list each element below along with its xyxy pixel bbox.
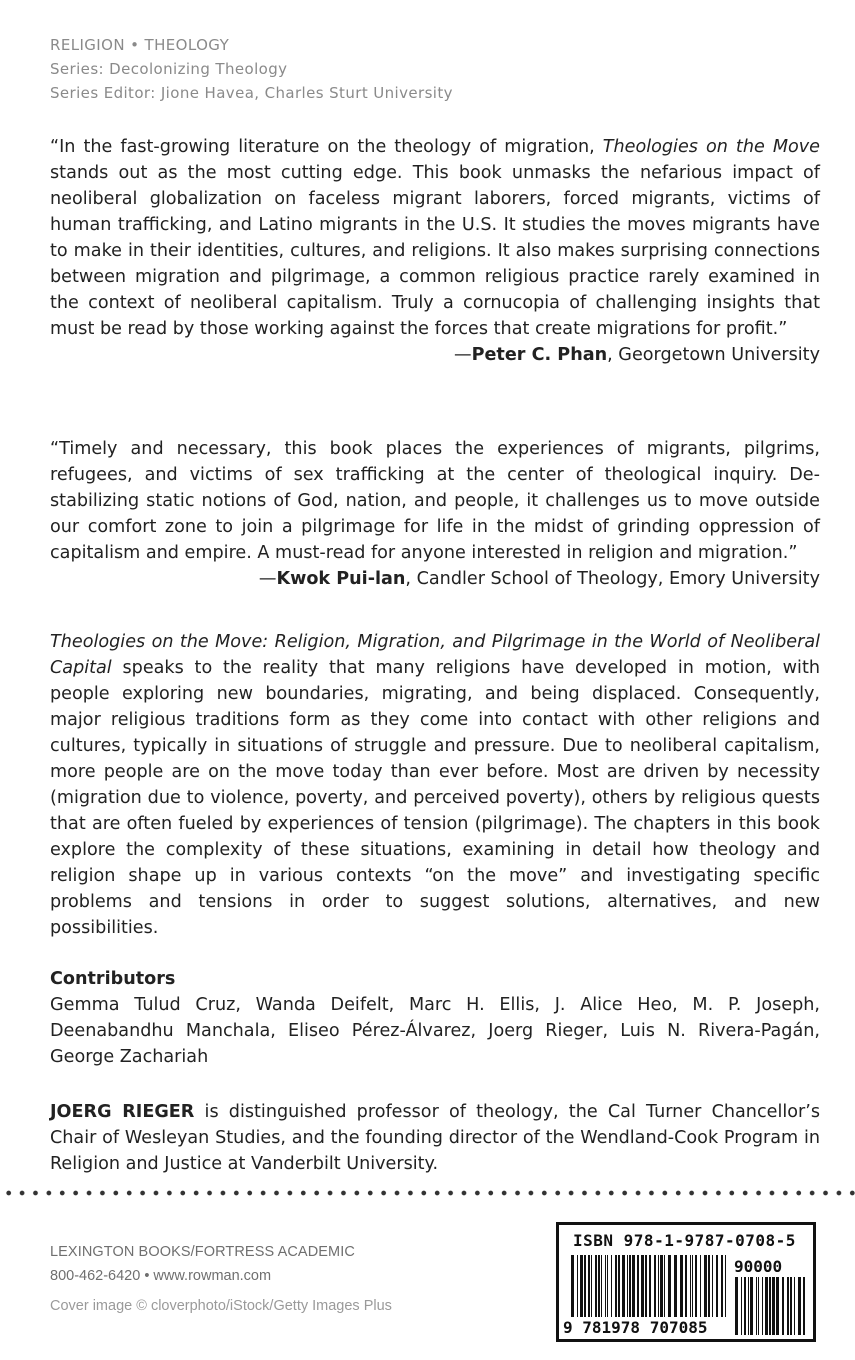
barcode-bar <box>758 1277 759 1335</box>
description-book-title: Theologies on the Move: Religion, Migration, and Pilgrimage in the World of Neoliberal Capital <box>50 632 820 678</box>
quote1-attribution: —Peter C. Phan, Georgetown University <box>454 345 820 365</box>
quote2-affiliation: , Candler School of Theology, Emory University <box>405 569 820 589</box>
contributors-list: Gemma Tulud Cruz, Wanda Deifelt, Marc H. Ellis, J. Alice Heo, M. P. Joseph, Deenabandhu Manchala, Eliseo Pérez-Álvarez, Joerg Rieger, Luis N. Rivera-Pagán, George Zachariah <box>50 995 820 1067</box>
author-bio-text: is distinguished professor of theology, the Cal Turner Chancellor’s Chair of Wesleyan Studies, and the founding director of the Wendland-Cook Program in Religion and Justice at Vanderbilt University. <box>50 1102 820 1174</box>
endorsement-quote-2 <box>50 436 820 592</box>
quote1-affiliation: , Georgetown University <box>607 345 820 365</box>
barcode-bar <box>741 1277 742 1335</box>
barcode-bar <box>571 1255 574 1317</box>
barcode-bar <box>584 1255 586 1317</box>
barcode-bar <box>765 1277 768 1335</box>
barcode-bar <box>622 1255 625 1317</box>
barcode-bar <box>721 1255 723 1317</box>
barcode-bar <box>787 1277 789 1335</box>
description-text: speaks to the reality that many religions have developed in motion, with people exploring new boundaries, migrating, and being displaced. Consequently, major religious traditions form as they come into contact with other religions and cultures, typically in situations of struggle and pressure. Due to neoliberal capitalism, more people are on the move today than ever before. Most are driven by necessity (migration due to violence, poverty, and perceived poverty), others by religious quests that are often fueled by experiences of tension (pilgrimage). The chapters in this book explore the complexity of these situations, examining in detail how theology and religion shape up in various contexts “on the move” and investigating specific problems and tensions in order to suggest solutions, alternatives, and new possibilities. <box>50 658 820 938</box>
isbn-number: ISBN 978-1-9787-0708-5 <box>573 1231 796 1250</box>
publisher-info <box>50 1240 392 1318</box>
barcode-bar <box>649 1255 651 1317</box>
barcode-bar <box>690 1255 691 1317</box>
barcode-bar <box>680 1255 683 1317</box>
series-label: Series: Decolonizing Theology <box>50 60 288 78</box>
addon-barcode-bars <box>735 1277 805 1335</box>
quote2-author: Kwok Pui-lan <box>276 569 406 589</box>
barcode-bar <box>588 1255 590 1317</box>
publisher-name: LEXINGTON BOOKS/FORTRESS ACADEMIC <box>50 1244 355 1260</box>
barcode-bar <box>704 1255 707 1317</box>
quote2-attribution: —Kwok Pui-lan, Candler School of Theology, Emory University <box>258 569 820 589</box>
barcode-bar <box>748 1277 749 1335</box>
barcode-bar <box>794 1277 795 1335</box>
barcode-bar <box>674 1255 677 1317</box>
barcode-bar <box>750 1277 753 1335</box>
barcode-bar <box>637 1255 639 1317</box>
barcode-bar <box>762 1277 763 1335</box>
barcode-bar <box>803 1277 805 1335</box>
barcode-bar <box>712 1255 713 1317</box>
barcode-ean-number: 9 781978 707085 <box>563 1318 708 1337</box>
barcode-bar <box>605 1255 606 1317</box>
barcode-bar <box>591 1255 592 1317</box>
barcode-bar <box>685 1255 687 1317</box>
barcode-bar <box>654 1255 656 1317</box>
barcode-bar <box>772 1277 775 1335</box>
barcode-bar <box>577 1255 578 1317</box>
barcode-bar <box>700 1255 701 1317</box>
barcode-bar <box>601 1255 602 1317</box>
barcode-bar <box>580 1255 583 1317</box>
author-bio <box>50 1099 820 1177</box>
barcode-bar <box>708 1255 710 1317</box>
barcode-bar <box>632 1255 635 1317</box>
series-editor-label: Series Editor: Jione Havea, Charles Sturt University <box>50 84 453 102</box>
barcode-bar <box>692 1255 693 1317</box>
barcode-bar <box>629 1255 631 1317</box>
barcode-bar <box>607 1255 608 1317</box>
barcode-bar <box>627 1255 628 1317</box>
category-label: RELIGION • THEOLOGY <box>50 36 230 54</box>
barcode-bar <box>615 1255 617 1317</box>
barcode-bar <box>668 1255 671 1317</box>
barcode-bar <box>769 1277 771 1335</box>
barcode-bar <box>598 1255 600 1317</box>
barcode-bar <box>645 1255 647 1317</box>
isbn-barcode <box>556 1222 816 1342</box>
ean-barcode-bars <box>571 1255 726 1317</box>
barcode-bar <box>618 1255 620 1317</box>
contributors-heading: Contributors <box>50 969 176 989</box>
publisher-contact: 800-462-6420 • www.rowman.com <box>50 1268 272 1284</box>
barcode-bar <box>725 1255 726 1317</box>
barcode-bar <box>641 1255 644 1317</box>
barcode-bar <box>756 1277 757 1335</box>
cover-credit: Cover image © cloverphoto/iStock/Getty Images Plus <box>50 1298 392 1314</box>
barcode-bar <box>611 1255 612 1317</box>
barcode-bar <box>716 1255 718 1317</box>
barcode-bar <box>695 1255 697 1317</box>
endorsement-quote-1 <box>50 134 820 368</box>
barcode-bar <box>798 1277 801 1335</box>
barcode-bar <box>776 1277 779 1335</box>
category-header <box>50 33 453 105</box>
book-description <box>50 629 820 941</box>
quote1-author: Peter C. Phan <box>471 345 608 365</box>
barcode-bar <box>782 1277 784 1335</box>
barcode-addon-number: 90000 <box>734 1257 783 1276</box>
barcode-bar <box>744 1277 746 1335</box>
quote2-text: “Timely and necessary, this book places the experiences of migrants, pilgrims, refugees, and victims of sex trafficking at the center of theological inquiry. Destabilizing static notions of God, nation, and people, it challenges us to move outside our comfort zone to join a pilgrimage for life in the midst of grinding oppression of capitalism and empire. A must-read for anyone interested in religion and migration.” <box>50 439 820 563</box>
barcode-bar <box>595 1255 597 1317</box>
barcode-bar <box>660 1255 663 1317</box>
barcode-bar <box>735 1277 738 1335</box>
quote1-text: stands out as the most cutting edge. This book unmasks the nefarious impact of neoliberal globalization on faceless migrant laborers, forced migrants, victims of human trafficking, and Latino migrants in the U.S. It studies the moves migrants have to make in their identities, cultures, and religions. It also makes surprising connections between migration and pilgrimage, a common religious practice rarely examined in the context of neoliberal capitalism. Truly a cornucopia of challenging insights that must be read by those working against the forces that create migrations for profit.” <box>50 163 820 339</box>
author-name: JOERG RIEGER <box>50 1102 195 1122</box>
quote1-book-title: Theologies on the Move <box>602 137 821 157</box>
dotted-divider <box>0 1188 855 1198</box>
barcode-bar <box>790 1277 792 1335</box>
barcode-bar <box>664 1255 665 1317</box>
quote1-open: “In the fast-growing literature on the theology of migration, <box>50 137 603 157</box>
contributors-section <box>50 966 820 1070</box>
barcode-bar <box>658 1255 659 1317</box>
